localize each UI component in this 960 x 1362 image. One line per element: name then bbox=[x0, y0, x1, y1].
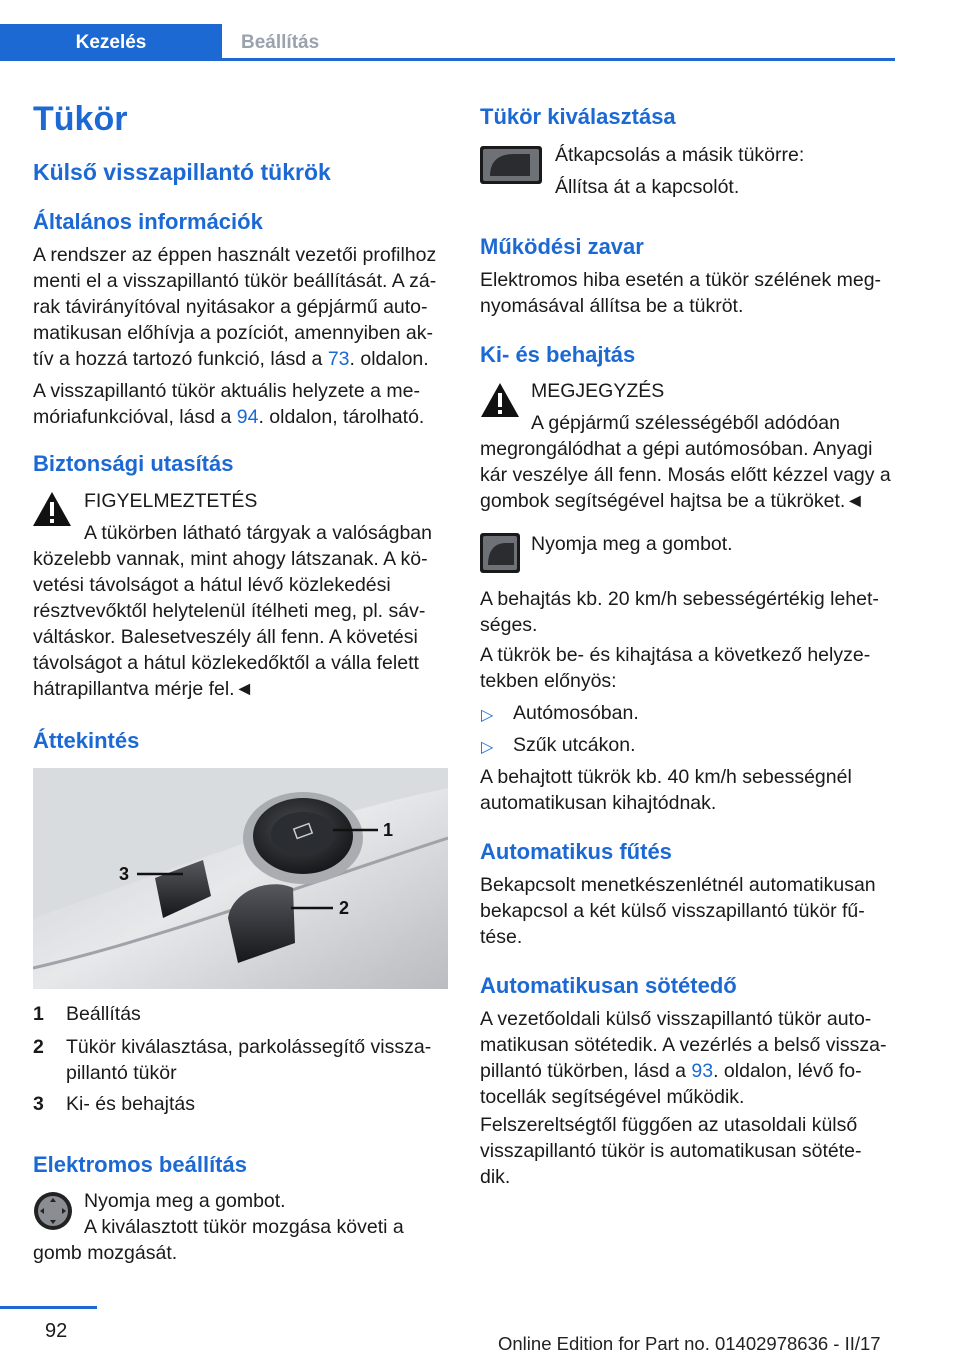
note-label: MEGJEGYZÉS bbox=[531, 380, 665, 402]
section-heading-safety: Biztonsági utasítás bbox=[33, 451, 234, 476]
text-line: közelebb vannak, mint ahogy látszanak. A kö- bbox=[33, 548, 428, 570]
text-span: . oldalon. bbox=[349, 348, 429, 370]
tab-kezeles[interactable]: Kezelés bbox=[0, 24, 222, 61]
text-line: A behajtott tükrök kb. 40 km/h sebességnél bbox=[480, 766, 852, 788]
text-line: Állítsa át a kapcsolót. bbox=[555, 176, 740, 198]
legend-number-1: 1 bbox=[33, 1003, 44, 1025]
press-button-text: Nyomja meg a gombot. bbox=[531, 533, 733, 555]
text-span: . oldalon, lévő fo- bbox=[713, 1060, 862, 1082]
legend-number-2: 2 bbox=[33, 1036, 44, 1058]
note-text bbox=[480, 410, 900, 514]
text-line: A tükrök be- és kihajtása a következő helyze- bbox=[480, 644, 871, 666]
text-line: rak távirányítóval nyitásakor a gépjármű auto- bbox=[33, 296, 428, 318]
fold-advantage-text bbox=[480, 642, 870, 694]
fold-button-icon bbox=[480, 533, 520, 573]
section-heading-auto-dim: Automatikusan sötétedő bbox=[480, 973, 737, 998]
text-span: tív a hozzá tartozó funkció, lásd a bbox=[33, 348, 328, 370]
page-number: 92 bbox=[45, 1320, 68, 1342]
text-line: gomb mozgását. bbox=[33, 1242, 178, 1264]
mirror-controls-photo bbox=[33, 768, 448, 989]
section-heading-electric-adjust: Elektromos beállítás bbox=[33, 1152, 247, 1177]
section-heading-general-info: Általános információk bbox=[33, 209, 263, 234]
bullet-arrow-icon: ▷ bbox=[481, 739, 494, 756]
mirror-select-text bbox=[555, 142, 804, 200]
text-line bbox=[33, 404, 453, 430]
warning-label: FIGYELMEZTETÉS bbox=[84, 490, 258, 512]
text-line: váltáskor. Balesetveszély áll fenn. A követési bbox=[33, 626, 418, 648]
memory-paragraph bbox=[33, 378, 453, 430]
text-line: résztvevőktől helytelenül ítélheti meg, pl. sáv- bbox=[33, 600, 426, 622]
text-line: séges. bbox=[480, 614, 538, 636]
text-line: Nyomja meg a gombot. bbox=[84, 1190, 286, 1212]
text-line: tekben előnyös: bbox=[480, 670, 617, 692]
legend-text-1: Beállítás bbox=[66, 1003, 141, 1025]
text-line: Átkapcsolás a másik tükörre: bbox=[555, 144, 805, 166]
section-heading-fold: Ki- és behajtás bbox=[480, 342, 636, 367]
section-heading-mirror-select: Tükör kiválasztása bbox=[480, 104, 676, 129]
legend-number-3: 3 bbox=[33, 1093, 44, 1115]
legend-text-3: Ki- és behajtás bbox=[66, 1093, 195, 1115]
section-heading-external-mirrors: Külső visszapillantó tükrök bbox=[33, 159, 331, 185]
svg-text:1: 1 bbox=[383, 820, 394, 840]
text-line: megrongálódhat a gépi autómosóban. Anyagi bbox=[480, 438, 873, 460]
section-heading-heating: Automatikus fűtés bbox=[480, 839, 672, 864]
text-line: A vezetőoldali külső visszapillantó tükör auto- bbox=[480, 1008, 872, 1030]
text-line: A kiválasztott tükör mozgása követi a bbox=[84, 1216, 404, 1238]
text-line: A tükörben látható tárgyak a valóságban bbox=[84, 522, 432, 544]
text-line: matikusan előhívja a pozíciót, amennyiben ak- bbox=[33, 322, 433, 344]
fold-out-text bbox=[480, 764, 852, 816]
text-line: A rendszer az éppen használt vezetői profilhoz bbox=[33, 244, 437, 266]
section-heading-overview: Áttekintés bbox=[33, 728, 140, 753]
legend-text-2 bbox=[66, 1034, 431, 1086]
svg-text:3: 3 bbox=[119, 864, 130, 884]
section-heading-malfunction: Működési zavar bbox=[480, 234, 644, 259]
page-link-73[interactable]: 73 bbox=[327, 348, 350, 370]
text-line: Bekapcsolt menetkészenlétnél automatikusan bbox=[480, 874, 876, 896]
warning-text bbox=[33, 520, 453, 702]
page-link-93[interactable]: 93 bbox=[691, 1060, 714, 1082]
text-line: matikusan sötétedik. A vezérlés a belső vissza- bbox=[480, 1034, 887, 1056]
page-link-94[interactable]: 94 bbox=[236, 406, 259, 428]
text-line: bekapcsol a két külső visszapillantó tükör fű- bbox=[480, 900, 865, 922]
text-line: gombok segítségével hajtsa be a tükröket.◄ bbox=[480, 490, 865, 512]
text-line: Tükör kiválasztása, parkolássegítő vissza- bbox=[66, 1036, 432, 1058]
text-line: kár veszélye áll fenn. Mosás előtt kézzel vagy a bbox=[480, 464, 891, 486]
svg-text:2: 2 bbox=[339, 898, 350, 918]
bullet-item: Autómosóban. bbox=[513, 702, 639, 724]
malfunction-text bbox=[480, 267, 881, 319]
equipment-text bbox=[480, 1112, 862, 1190]
text-line: dik. bbox=[480, 1166, 511, 1188]
text-line: vetési távolságot a hátul lévő közlekedési bbox=[33, 574, 391, 596]
text-line: távolságot a hátul közlekedőktől a válla felett bbox=[33, 652, 419, 674]
bullet-arrow-icon: ▷ bbox=[481, 707, 494, 724]
text-line: tocellák segítségével működik. bbox=[480, 1086, 745, 1108]
fold-speed-text bbox=[480, 586, 879, 638]
text-span: . oldalon, tárolható. bbox=[258, 406, 425, 428]
text-span: pillantó tükörben, lásd a bbox=[480, 1060, 692, 1082]
text-line: automatikusan kihajtódnak. bbox=[480, 792, 717, 814]
auto-dim-text bbox=[480, 1006, 900, 1110]
text-line: A visszapillantó tükör aktuális helyzete a me- bbox=[33, 380, 420, 402]
tab-underline bbox=[222, 58, 895, 61]
text-line: pillantó tükör bbox=[66, 1062, 177, 1084]
text-line bbox=[33, 346, 453, 372]
footer-rule bbox=[0, 1306, 97, 1309]
electric-adjust-text bbox=[33, 1188, 453, 1266]
heating-text bbox=[480, 872, 876, 950]
text-line: tése. bbox=[480, 926, 523, 948]
text-line: A behajtás kb. 20 km/h sebességértékig lehet- bbox=[480, 588, 879, 610]
text-line: hátrapillantva mérje fel.◄ bbox=[33, 678, 254, 700]
bullet-item: Szűk utcákon. bbox=[513, 734, 636, 756]
text-line: visszapillantó tükör is automatikusan sötéte- bbox=[480, 1140, 862, 1162]
tab-beallitas[interactable]: Beállítás bbox=[241, 32, 320, 53]
text-line: Elektromos hiba esetén a tükör szélének meg- bbox=[480, 269, 882, 291]
text-line: nyomásával állítsa be a tükröt. bbox=[480, 295, 744, 317]
text-line: A gépjármű szélességéből adódóan bbox=[531, 412, 840, 434]
text-line: menti el a visszapillantó tükör beállítását. A zá- bbox=[33, 270, 437, 292]
header-tabs bbox=[0, 24, 895, 61]
text-span: móriafunkcióval, lásd a bbox=[33, 406, 237, 428]
text-line bbox=[480, 1058, 900, 1084]
mirror-selector-icon bbox=[480, 146, 542, 184]
edition-footer: Online Edition for Part no. 01402978636 - II/17 bbox=[498, 1333, 881, 1354]
general-info-paragraph bbox=[33, 242, 453, 372]
page-title: Tükör bbox=[33, 100, 128, 138]
text-line: Felszereltségtől függően az utasoldali külső bbox=[480, 1114, 858, 1136]
